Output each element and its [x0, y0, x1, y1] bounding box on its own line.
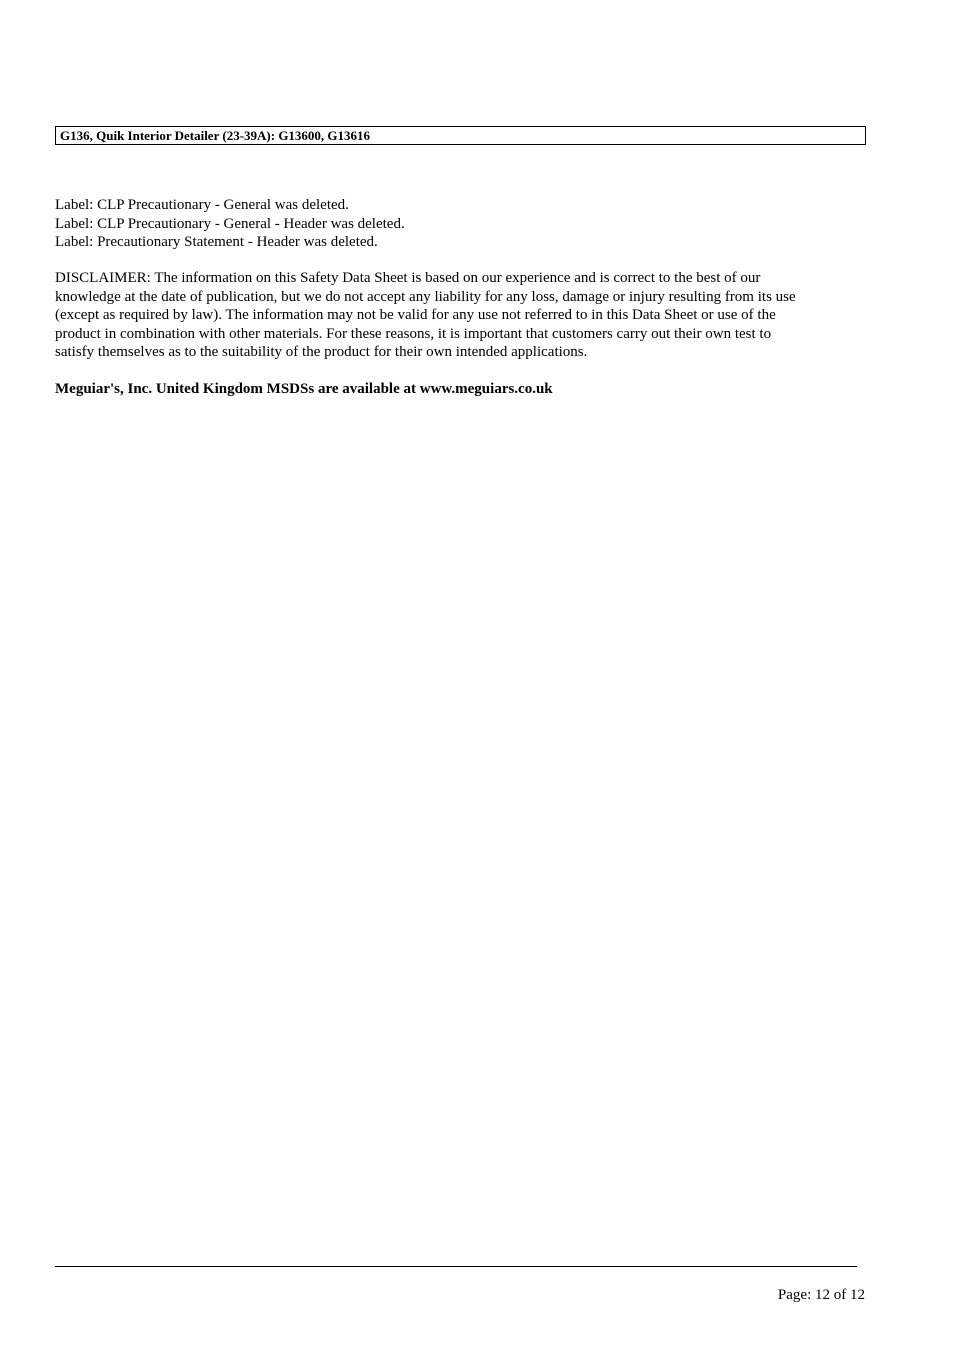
revision-note: Label: Precautionary Statement - Header was deleted.: [55, 234, 378, 250]
disclaimer-line: satisfy themselves as to the suitability of the product for their own intended applications.: [55, 344, 588, 360]
page-number: Page: 12 of 12: [777, 1287, 865, 1303]
footer-divider: [55, 1266, 857, 1267]
revision-note: Label: CLP Precautionary - General - Header was deleted.: [55, 215, 405, 232]
document-header-title: G136, Quik Interior Detailer (23-39A): G13600, G13616: [60, 128, 371, 143]
disclaimer-paragraph: [55, 269, 855, 362]
document-header-box: [55, 126, 866, 145]
msds-availability-note: Meguiar's, Inc. United Kingdom MSDSs are available at www.meguiars.co.uk: [55, 381, 553, 397]
disclaimer-line: (except as required by law). The information may not be valid for any use not referred to in this Data Sheet or use of the: [55, 307, 776, 323]
revision-note: Label: CLP Precautionary - General was deleted.: [55, 197, 349, 213]
disclaimer-line: DISCLAIMER: The information on this Safety Data Sheet is based on our experience and is correct to the best of our: [55, 270, 761, 286]
revision-notes: [55, 196, 855, 252]
disclaimer-line: product in combination with other materials. For these reasons, it is important that customers carry out their own test to: [55, 325, 772, 342]
disclaimer-line: knowledge at the date of publication, but we do not accept any liability for any loss, damage or injury resulting from its use: [55, 288, 796, 305]
